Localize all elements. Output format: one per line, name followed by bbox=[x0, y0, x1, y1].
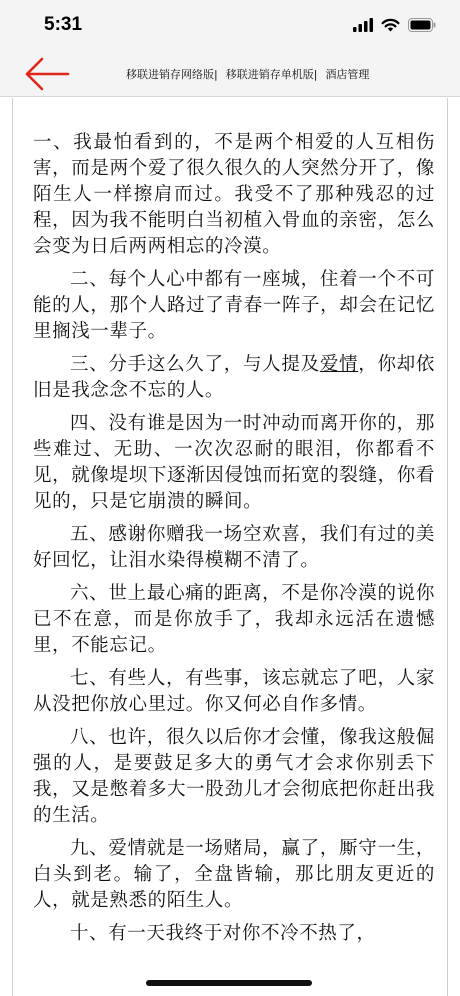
status-icons bbox=[353, 16, 436, 34]
article-body bbox=[33, 130, 435, 954]
status-time: 5:31 bbox=[44, 14, 83, 35]
battery-icon bbox=[408, 18, 436, 32]
nav-link-standalone-edition[interactable]: 移联进销存单机版| bbox=[225, 68, 318, 81]
nav-link-network-edition[interactable]: 移联进销存网络版| bbox=[126, 68, 218, 81]
paragraph-1: 一、我最怕看到的，不是两个相爱的人互相伤害，而是两个爱了很久很久的人突然分开了，像陌生人一样擦肩而过。我受不了那种残忍的过程，因为我不能明白当初植入骨血的亲密，怎么会变为日后两两相忘的冷漠。 bbox=[33, 132, 435, 257]
wifi-icon bbox=[381, 18, 400, 32]
paragraph-4: 四、没有谁是因为一时冲动而离开你的，那些难过、无助、一次次忍耐的眼泪，你都看不见，就像堤坝下逐渐因侵蚀而拓宽的裂缝，你看见的，只是它崩溃的瞬间。 bbox=[33, 413, 435, 512]
love-link[interactable]: 爱情 bbox=[319, 354, 359, 375]
nav-bar bbox=[0, 52, 460, 97]
paragraph-9: 九、爱情就是一场赌局，赢了，厮守一生，白头到老。输了，全盘皆输，那比朋友更近的人，就是熟悉的陌生人。 bbox=[33, 838, 435, 911]
nav-link-hotel-management[interactable]: 酒店管理 bbox=[325, 68, 370, 81]
paragraph-2: 二、每个人心中都有一座城，住着一个不可能的人，那个人路过了青春一阵子，却会在记忆里搁浅一辈子。 bbox=[33, 269, 435, 342]
paragraph-10: 十、有一天我终于对你不冷不热了， bbox=[70, 923, 376, 944]
back-button[interactable] bbox=[22, 56, 70, 92]
paragraph-5: 五、感谢你赠我一场空欢喜，我们有过的美好回忆，让泪水染得模糊不清了。 bbox=[33, 524, 435, 571]
paragraph-3 bbox=[33, 352, 435, 404]
nav-links bbox=[126, 66, 369, 82]
back-arrow-icon bbox=[22, 56, 70, 92]
content-frame[interactable] bbox=[12, 98, 448, 996]
home-indicator[interactable] bbox=[146, 980, 312, 986]
signal-icon bbox=[353, 18, 373, 32]
paragraph-7: 七、有些人，有些事，该忘就忘了吧，人家从没把你放心里过。你又何必自作多情。 bbox=[33, 668, 435, 715]
paragraph-3-text-before: 三、分手这么久了，与人提及 bbox=[70, 354, 320, 375]
paragraph-3-text-after: ，你却依旧是我念念不忘的人。 bbox=[33, 354, 435, 401]
status-bar bbox=[0, 0, 460, 52]
paragraph-8: 八、也许，很久以后你才会懂，像我这般倔强的人，是要鼓足多大的勇气才会求你别丢下我，又是憋着多大一股劲儿才会彻底把你赶出我的生活。 bbox=[33, 727, 435, 826]
paragraph-6: 六、世上最心痛的距离，不是你冷漠的说你已不在意，而是你放手了，我却永远活在遗憾里，不能忘记。 bbox=[33, 583, 435, 656]
